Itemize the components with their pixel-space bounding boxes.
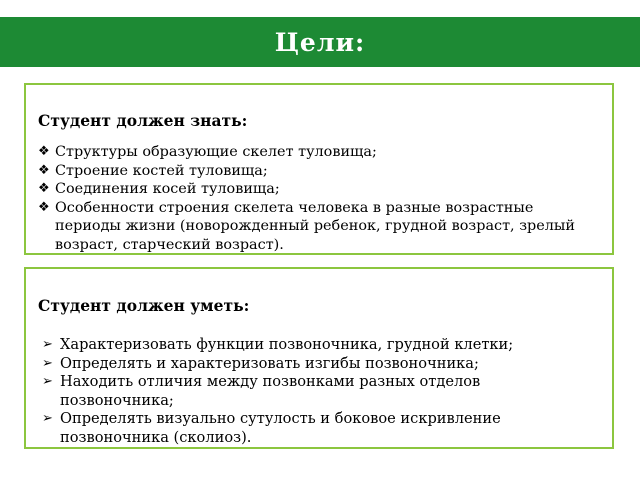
skills-heading: Студент должен уметь: [38,296,250,315]
arrow-bullet-icon: ➢ [42,374,53,389]
knowledge-item-text: Соединения косей туловища; [55,181,280,197]
knowledge-item-text: Структуры образующие скелет туловища; [55,144,377,160]
arrow-bullet-icon: ➢ [42,355,53,371]
knowledge-item [38,143,598,162]
skills-item [42,373,597,410]
arrow-bullet-icon: ➢ [42,411,53,426]
knowledge-list [38,143,598,254]
diamond-bullet-icon: ❖ [38,181,50,196]
skills-item [42,336,597,355]
skills-item-text: Определять и характеризовать изгибы позвоночника; [60,354,479,372]
knowledge-item [38,199,598,255]
knowledge-item-text: Строение костей туловища; [55,162,268,179]
diamond-bullet-icon: ❖ [38,162,50,178]
skills-item [42,410,597,447]
skills-item-text: Находить отличия между позвонками разных отделов позвоночника; [60,373,481,409]
knowledge-item-text: Особенности строения скелета человека в разные возрастные периоды жизни (новорожденный ребенок, грудной возраст, зрелый возраст, старческий возраст). [55,199,575,253]
skills-item [42,355,597,374]
knowledge-item [38,180,598,199]
slide-title: Цели: [274,28,366,57]
skills-item-text: Определять визуально сутулость и боковое искривление позвоночника (сколиоз). [60,410,501,446]
arrow-bullet-icon: ➢ [42,337,53,352]
skills-item-text: Характеризовать функции позвоночника, грудной клетки; [60,336,514,353]
knowledge-item [38,162,598,181]
diamond-bullet-icon: ❖ [38,144,50,159]
diamond-bullet-icon: ❖ [38,199,50,215]
skills-list [42,336,597,447]
knowledge-heading: Студент должен знать: [38,111,248,130]
